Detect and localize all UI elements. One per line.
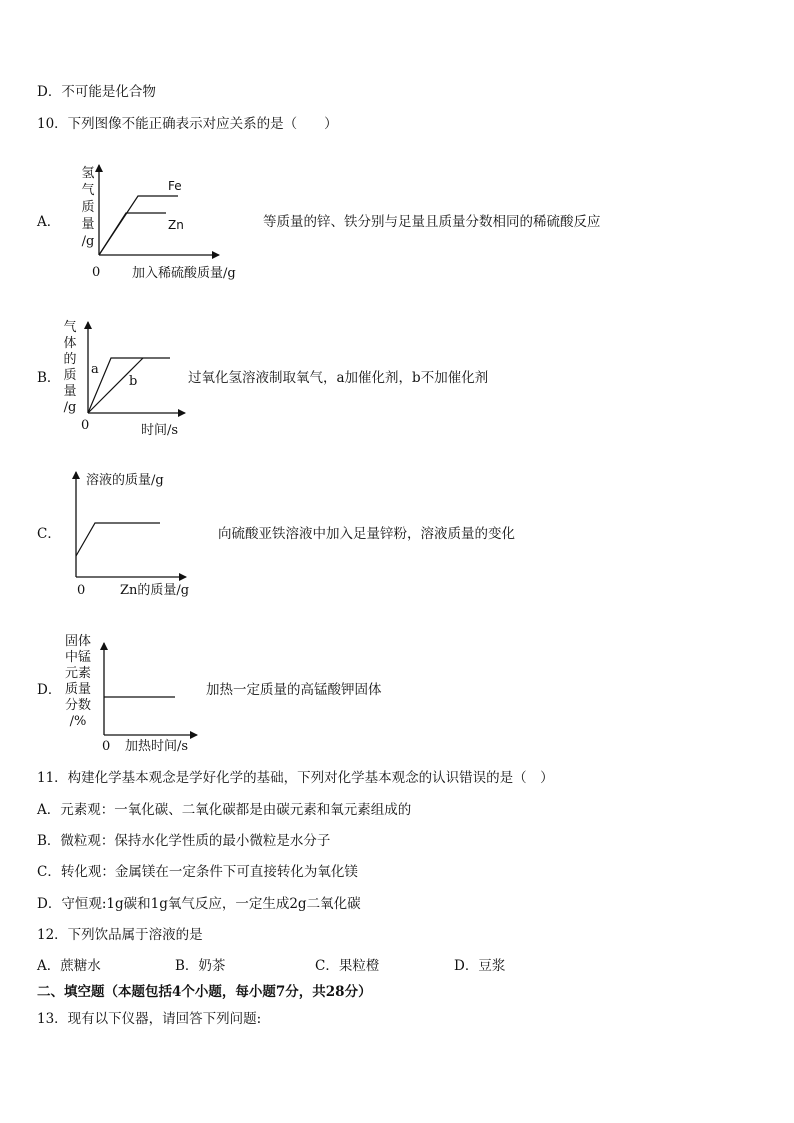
option-description: 等质量的锌、铁分别与足量且质量分数相同的稀硫酸反应	[263, 214, 601, 230]
q12-option-d: D．豆浆	[454, 958, 506, 974]
option-description: 过氧化氢溶液制取氧气，a加催化剂，b不加催化剂	[188, 370, 489, 386]
q13-stem: 13．现有以下仪器，请回答下列问题:	[37, 1011, 262, 1027]
y-axis-label: 氢 气 质 量 /g	[81, 166, 95, 249]
q12-option-a: A．蔗糖水	[37, 958, 101, 974]
q11-option-c: C．转化观：金属镁在一定条件下可直接转化为氧化镁	[37, 864, 358, 880]
x-axis-label: 加入稀硫酸质量/g	[132, 266, 236, 281]
section-heading: 二、填空题（本题包括4个小题，每小题7分，共28分）	[37, 984, 372, 1000]
option-letter: A．	[37, 214, 61, 230]
q9-option-d: D．不可能是化合物	[37, 84, 156, 100]
x-axis-label: Zn的质量/g	[120, 583, 190, 598]
y-axis-label: 固体 中锰 元素 质量 分数 /%	[64, 634, 91, 729]
q11-stem: 11．构建化学基本观念是学好化学的基础，下列对化学基本观念的认识错误的是（ ）	[37, 770, 554, 786]
curve-a-label: a	[91, 362, 99, 377]
q11-option-b: B．微粒观：保持水化学性质的最小微粒是水分子	[37, 833, 331, 849]
x-axis-label: 时间/s	[141, 423, 179, 438]
q11-option-d: D．守恒观:1g碳和1g氧气反应，一定生成2g二氧化碳	[37, 896, 361, 912]
origin-label: 0	[81, 418, 90, 433]
option-description: 向硫酸亚铁溶液中加入足量锌粉，溶液质量的变化	[218, 526, 515, 542]
origin-label: 0	[102, 739, 111, 754]
option-letter: C．	[37, 526, 61, 542]
q12-stem: 12．下列饮品属于溶液的是	[37, 927, 203, 943]
y-axis-label: 溶液的质量/g	[86, 473, 164, 488]
x-axis-label: 加热时间/s	[125, 739, 189, 754]
option-description: 加热一定质量的高锰酸钾固体	[206, 682, 382, 698]
q12-option-c: C．果粒橙	[315, 958, 380, 974]
y-axis-label: 气 体 的 质 量 /g	[63, 320, 77, 415]
origin-label: 0	[77, 583, 86, 598]
q12-option-b: B．奶茶	[175, 958, 226, 974]
q10-stem: 10．下列图像不能正确表示对应关系的是（ ）	[37, 116, 338, 132]
fe-label: Fe	[168, 179, 182, 193]
option-letter: D．	[37, 682, 62, 698]
q11-option-a: A．元素观：一氧化碳、二氧化碳都是由碳元素和氧元素组成的	[37, 802, 412, 818]
option-letter: B．	[37, 370, 61, 386]
origin-label: 0	[92, 265, 101, 280]
zn-label: Zn	[168, 218, 184, 232]
curve-b-label: b	[129, 374, 138, 389]
